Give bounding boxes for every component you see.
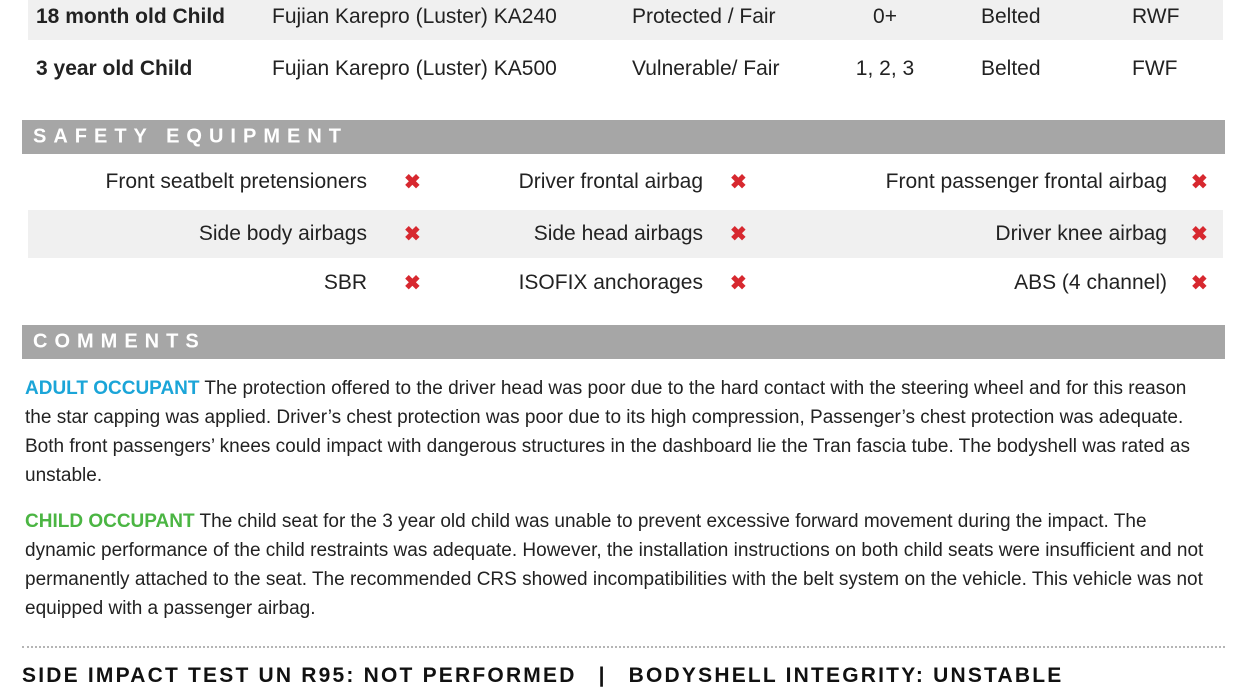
seat-model: Fujian Karepro (Luster) KA500 [272,57,557,80]
cross-icon: ✖ [730,171,747,194]
bodyshell-status: BODYSHELL INTEGRITY: UNSTABLE [628,664,1064,687]
equipment-label: ISOFIX anchorages [518,271,703,294]
section-title: COMMENTS [33,330,206,353]
cross-icon: ✖ [404,223,421,246]
cross-icon: ✖ [1191,272,1208,295]
equipment-label: Side head airbags [533,222,703,245]
table-row [28,0,1223,40]
adult-occupant-tag: ADULT OCCUPANT [25,378,200,399]
cross-icon: ✖ [1191,223,1208,246]
child-occupant-tag: CHILD OCCUPANT [25,511,195,532]
section-title: SAFETY EQUIPMENT [33,125,348,148]
cross-icon: ✖ [1191,171,1208,194]
seat-attachment: Belted [981,57,1041,80]
comments-header [22,325,1225,359]
cross-icon: ✖ [404,171,421,194]
seat-direction: FWF [1132,57,1178,80]
cross-icon: ✖ [404,272,421,295]
child-restraint-table [28,0,1223,92]
cross-icon: ✖ [730,223,747,246]
equipment-row [28,259,1223,307]
child-occupant-comment [25,507,1217,623]
equipment-row [28,158,1223,206]
seat-group: 1, 2, 3 [855,57,915,80]
cross-icon: ✖ [730,272,747,295]
footer-separator: | [598,664,607,687]
occupant-label: 3 year old Child [36,57,193,80]
seat-direction: RWF [1132,5,1180,28]
side-impact-status: SIDE IMPACT TEST UN R95: NOT PERFORMED [22,664,577,687]
seat-rating: Vulnerable/ Fair [632,57,780,80]
seat-model: Fujian Karepro (Luster) KA240 [272,5,557,28]
seat-attachment: Belted [981,5,1041,28]
safety-equipment-header [22,120,1225,154]
equipment-label: ABS (4 channel) [1014,271,1167,294]
equipment-label: SBR [323,271,367,294]
equipment-label: Driver knee airbag [995,222,1167,245]
equipment-label: Front passenger frontal airbag [885,170,1167,193]
child-comment-text: The child seat for the 3 year old child was unable to prevent excessive forward movement during the impact. The dynamic performance of the child restraints was adequate. However, the installation instructions on both child seats were insufficient and not permanently attached to the seat. The recommended CRS showed incompatibilities with the belt system on the vehicle. This vehicle was not equipped with a passenger airbag. [25,511,1204,619]
occupant-label: 18 month old Child [36,5,225,28]
footer-summary [22,664,1063,688]
table-row [28,46,1223,92]
equipment-row [28,210,1223,258]
adult-occupant-comment [25,374,1217,490]
equipment-label: Driver frontal airbag [518,170,703,193]
adult-comment-text: The protection offered to the driver head was poor due to the hard contact with the steering wheel and for this reason the star capping was applied. Driver’s chest protection was poor due to its high compression, Passenger’s chest protection was adequate. Both front passengers’ knees could impact with dangerous structures in the dashboard lie the Tran fascia tube. The bodyshell was rated as unstable. [25,378,1190,486]
equipment-label: Front seatbelt pretensioners [105,170,367,193]
seat-rating: Protected / Fair [632,5,776,28]
equipment-label: Side body airbags [198,222,367,245]
seat-group: 0+ [873,5,897,28]
dotted-divider [22,646,1225,648]
